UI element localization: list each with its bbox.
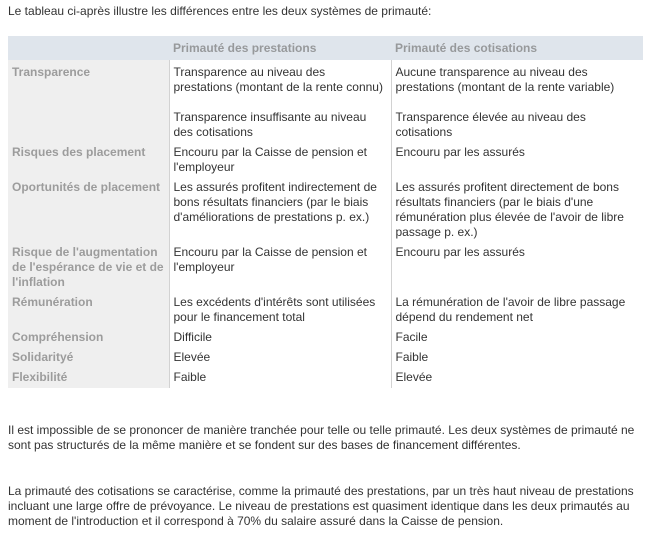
cell-text: Facile <box>395 330 428 344</box>
cell-text: Encouru par les assurés <box>395 145 525 159</box>
cell-text: Elevée <box>395 370 433 384</box>
row-label: Solidarityé <box>8 348 169 368</box>
cell-text: Transparence au niveau des prestations (montant de la rente connu) <box>173 65 383 94</box>
table-row <box>8 348 643 368</box>
row-label: Risques des placement <box>8 143 169 178</box>
cell-cotisations <box>391 368 643 388</box>
cell-text: Encouru par les assurés <box>395 245 525 259</box>
cell-text: Aucune transparence au niveau des prestations (montant de la rente variable) <box>395 65 615 94</box>
cell-text: Encouru par la Caisse de pension et l'employeur <box>173 245 367 274</box>
comparison-table <box>8 36 643 388</box>
cell-cotisations <box>391 243 643 293</box>
row-label: Transparence <box>8 60 169 143</box>
paragraph-conclusion: Il est impossible de se prononcer de manière tranchée pour telle ou telle primauté. Les deux systèmes de primauté ne sont pas structurés de la même manière et se fondent sur des bases de financement différentes. <box>8 423 635 452</box>
table-row <box>8 60 643 143</box>
cell-cotisations <box>391 178 643 243</box>
cell-text: Les assurés profitent indirectement de bons résultats financiers (par le biais d'améliorations de prestations p. ex.) <box>173 180 377 224</box>
cell-text: Transparence élevée au niveau des cotisations <box>395 110 586 139</box>
table-row <box>8 293 643 328</box>
row-label: Oportunités de placement <box>8 178 169 243</box>
cell-prestations <box>169 348 391 368</box>
table-row <box>8 143 643 178</box>
row-label: Risque de l'augmentation de l'espérance de vie et de l'inflation <box>8 243 169 293</box>
cell-prestations <box>169 143 391 178</box>
cell-prestations <box>169 60 391 143</box>
cell-text: La rémunération de l'avoir de libre passage dépend du rendement net <box>395 295 626 324</box>
cell-text: Les excédents d'intérêts sont utilisées pour le financement total <box>173 295 376 324</box>
cell-cotisations <box>391 328 643 348</box>
header-primaute-prestations: Primauté des prestations <box>169 36 391 60</box>
cell-prestations <box>169 368 391 388</box>
paragraph-primaute-cotisations: La primauté des cotisations se caractérise, comme la primauté des prestations, par un très haut niveau de prestations incluant une large offre de prévoyance. Le niveau de prestations est quasiment identique dans les deux primautés au moment de l'introduction et il correspond à 70% du salaire assuré dans la Caisse de pension. <box>8 484 634 528</box>
cell-text: Faible <box>395 350 429 364</box>
cell-text: Faible <box>173 370 207 384</box>
cell-text: Difficile <box>173 330 212 344</box>
table-row <box>8 243 643 293</box>
cell-text: Encouru par la Caisse de pension et l'employeur <box>173 145 367 174</box>
row-label: Flexibilité <box>8 368 169 388</box>
header-empty <box>8 36 169 60</box>
intro-text: Le tableau ci-après illustre les différences entre les deux systèmes de primauté: <box>8 4 432 18</box>
table-row <box>8 178 643 243</box>
table-header-row <box>8 36 643 60</box>
cell-text: Elevée <box>173 350 211 364</box>
cell-prestations <box>169 328 391 348</box>
header-primaute-cotisations: Primauté des cotisations <box>391 36 643 60</box>
cell-text: Les assurés profitent directement de bons résultats financiers (par le biais d'une rémunération plus élevée de l'avoir de libre passage p. ex.) <box>395 180 624 239</box>
cell-text: Transparence insuffisante au niveau des cotisations <box>173 110 367 139</box>
table-row <box>8 368 643 388</box>
table-row <box>8 328 643 348</box>
cell-prestations <box>169 178 391 243</box>
cell-prestations <box>169 293 391 328</box>
cell-cotisations <box>391 293 643 328</box>
row-label: Rémunération <box>8 293 169 328</box>
cell-cotisations <box>391 143 643 178</box>
cell-cotisations <box>391 348 643 368</box>
cell-cotisations <box>391 60 643 143</box>
row-label: Compréhension <box>8 328 169 348</box>
cell-prestations <box>169 243 391 293</box>
table-body <box>8 60 643 388</box>
